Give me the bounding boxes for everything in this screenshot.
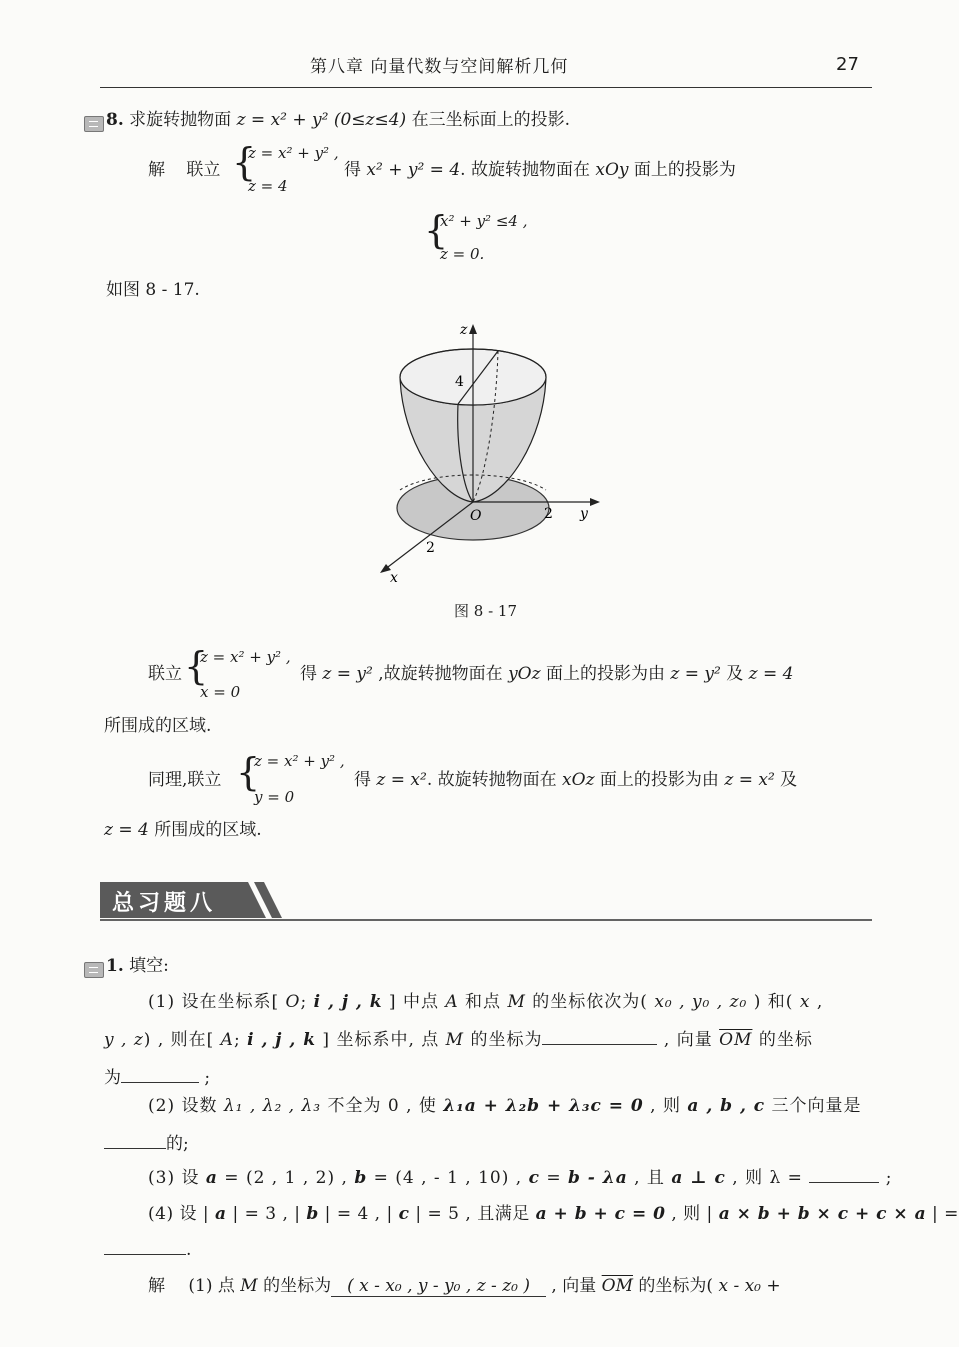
solution-line3: [354, 770, 797, 790]
text: | = 3 , |: [226, 1204, 307, 1224]
solution-label: [148, 160, 220, 180]
text: ;: [879, 1168, 893, 1188]
text: 解: [148, 1276, 165, 1296]
text: 及: [774, 770, 798, 790]
exercise-1-title: [106, 956, 169, 976]
math: i , j , k: [313, 992, 383, 1012]
math: xOy: [595, 160, 629, 180]
pdf-bookmark-icon: [84, 962, 104, 978]
math: M: [445, 1030, 465, 1050]
text: 所围成的区域.: [148, 820, 262, 840]
brace: {: [232, 140, 257, 184]
text: = (2 , 1 , 2) ,: [217, 1168, 355, 1188]
label-z: z: [460, 322, 468, 338]
figure-caption: 图 8 - 17: [454, 602, 518, 620]
text: 面上的投影为由: [594, 770, 725, 790]
z-arrow: [469, 324, 477, 334]
exercise-number: 1.: [106, 956, 124, 976]
text: =: [539, 1168, 568, 1188]
math: z = x²: [724, 770, 775, 790]
system3-eq2: y = 0: [254, 788, 295, 806]
math: λ₁ , λ₂ , λ₃: [223, 1096, 322, 1116]
question-3: [148, 1168, 892, 1188]
text: , 向量: [657, 1030, 720, 1050]
text: 的坐标为: [257, 1276, 332, 1296]
text: ;: [199, 1068, 211, 1088]
text: (4) 设 |: [148, 1204, 216, 1224]
header-rule: [100, 87, 872, 88]
solution-line1: [344, 160, 736, 180]
math: x: [799, 992, 811, 1012]
math: z = y²: [670, 664, 721, 684]
text: 的坐标: [752, 1030, 813, 1050]
system3-eq1: z = x² + y² ,: [254, 752, 345, 770]
projection-eq2: z = 0.: [440, 245, 485, 263]
math: a , b , c: [687, 1096, 766, 1116]
text: 的;: [166, 1134, 189, 1154]
brace: {: [236, 750, 261, 794]
text: ] 中点: [382, 992, 446, 1012]
answer-blank: ( x - x₀ , y - y₀ , z - z₀ ): [331, 1276, 546, 1297]
text: = (4 , - 1 , 10) ,: [367, 1168, 529, 1188]
question-1-line3: [104, 1068, 210, 1088]
math: O: [285, 992, 301, 1012]
text: , 向量: [546, 1276, 602, 1296]
math: M: [507, 992, 526, 1012]
paraboloid-figure: [370, 320, 610, 590]
text: 面上的投影为: [628, 160, 736, 180]
question-4-line1: [148, 1204, 959, 1224]
brace: {: [424, 208, 449, 252]
math: x₀ , y₀ , z₀: [654, 992, 748, 1012]
problem-8-statement: [106, 110, 570, 130]
text: 求旋转抛物面: [129, 110, 237, 130]
text: 为: [104, 1068, 121, 1088]
question-4-line2: [104, 1240, 191, 1260]
text: (1) 设在坐标系[: [148, 992, 286, 1012]
text: , 则 |: [665, 1204, 719, 1224]
math: z = y²: [322, 664, 373, 684]
question-1-line1: [148, 992, 823, 1012]
exercise-solution: [148, 1276, 781, 1297]
math: z = x²: [376, 770, 427, 790]
math: yOz: [508, 664, 541, 684]
label-x-tick: 2: [426, 540, 435, 556]
math: x² + y² = 4: [366, 160, 461, 180]
figure-reference: 如图 8 - 17.: [106, 280, 200, 300]
text: , 则 λ =: [725, 1168, 810, 1188]
fill-blank[interactable]: [542, 1044, 657, 1045]
text: | = 4 , |: [318, 1204, 399, 1224]
math: A: [220, 1030, 234, 1050]
lianli-2: 联立: [148, 664, 182, 684]
text: (3) 设: [148, 1168, 206, 1188]
section-heading: [100, 880, 872, 922]
text: 得: [354, 770, 377, 790]
solution-line2-cont: 所围成的区域.: [104, 716, 212, 736]
text: . 故旋转抛物面在: [426, 770, 563, 790]
running-header: 第八章 向量代数与空间解析几何: [310, 57, 569, 77]
label-origin: O: [470, 508, 482, 524]
y-arrow: [590, 498, 600, 506]
math: z = 4: [104, 820, 149, 840]
problem-number: 8.: [106, 110, 124, 130]
text: 的坐标为: [464, 1030, 543, 1050]
text: ,故旋转抛物面在: [372, 664, 509, 684]
text: 及: [720, 664, 749, 684]
text: ] 坐标系中, 点: [316, 1030, 446, 1050]
text: ) 和(: [747, 992, 800, 1012]
math: A: [445, 992, 459, 1012]
text: , 且: [627, 1168, 672, 1188]
text: 得: [344, 160, 367, 180]
solution-line2: [300, 664, 793, 684]
math: M: [240, 1276, 258, 1296]
text: | =: [926, 1204, 959, 1224]
math: z = 4: [748, 664, 794, 684]
text: ;: [233, 1030, 248, 1050]
vector-OM: $\overline{OM}$: [601, 1276, 633, 1296]
system2-eq1: z = x² + y² ,: [200, 648, 291, 666]
text: 和点: [458, 992, 508, 1012]
label-4: 4: [455, 374, 464, 390]
question-1-line2: [104, 1030, 813, 1050]
text: 得: [300, 664, 323, 684]
page-number: 27: [836, 54, 859, 75]
math: b: [354, 1168, 368, 1188]
text: .: [186, 1240, 192, 1260]
text: 不全为 0 , 使: [321, 1096, 444, 1116]
label-y-tick: 2: [544, 506, 553, 522]
fill-blank[interactable]: [809, 1182, 879, 1183]
text: | = 5 , 且满足: [409, 1204, 536, 1224]
tongli: 同理,联立: [148, 770, 222, 790]
text: 在三坐标面上的投影.: [406, 110, 571, 130]
math: c: [528, 1168, 540, 1188]
text: ) , 则在[: [143, 1030, 221, 1050]
label-x: x: [390, 570, 398, 586]
math: y , z: [104, 1030, 144, 1050]
math: λ₁a + λ₂b + λ₃c = 0: [443, 1096, 644, 1116]
question-2-line2: [104, 1134, 189, 1154]
fill-blank[interactable]: [104, 1254, 186, 1255]
question-2-line1: [148, 1096, 862, 1116]
math: z = x² + y² (0≤z≤4): [236, 110, 407, 130]
math: a + b + c = 0: [535, 1204, 666, 1224]
section-title: 总习题八: [112, 891, 217, 916]
math: a × b + b × c + c × a: [718, 1204, 927, 1224]
text: 的坐标依次为(: [525, 992, 655, 1012]
math: i , j , k: [247, 1030, 316, 1050]
text: (1) 点: [188, 1276, 241, 1296]
math: a ⊥ c: [671, 1168, 726, 1188]
text: (2) 设数: [148, 1096, 224, 1116]
projection-eq1: x² + y² ≤4 ,: [440, 212, 528, 230]
text: 联立: [186, 160, 221, 180]
fill-blank[interactable]: [104, 1148, 166, 1149]
text: 三个向量是: [765, 1096, 862, 1116]
solution-line3-cont: [104, 820, 262, 840]
text: 面上的投影为由: [540, 664, 671, 684]
text: ,: [810, 992, 824, 1012]
math: c: [398, 1204, 410, 1224]
text: 解: [148, 160, 165, 180]
math: xOz: [562, 770, 595, 790]
system1-eq2: z = 4: [248, 177, 288, 195]
label-y: y: [580, 506, 588, 522]
vector-OM: $\overline{OM}$: [719, 1030, 753, 1050]
fill-blank[interactable]: [121, 1082, 199, 1083]
pdf-bookmark-icon: [84, 116, 104, 132]
text: 的坐标为(: [633, 1276, 719, 1296]
system1-eq1: z = x² + y² ,: [248, 144, 339, 162]
text: 填空:: [129, 956, 169, 976]
math: b - λa: [568, 1168, 628, 1188]
math: a: [205, 1168, 218, 1188]
text: , 则: [643, 1096, 688, 1116]
brace: {: [184, 644, 209, 688]
math: x - x₀ +: [718, 1276, 781, 1296]
math: b: [306, 1204, 319, 1224]
text: ;: [300, 992, 314, 1012]
system2-eq2: x = 0: [200, 683, 241, 701]
math: a: [215, 1204, 227, 1224]
text: . 故旋转抛物面在: [460, 160, 596, 180]
